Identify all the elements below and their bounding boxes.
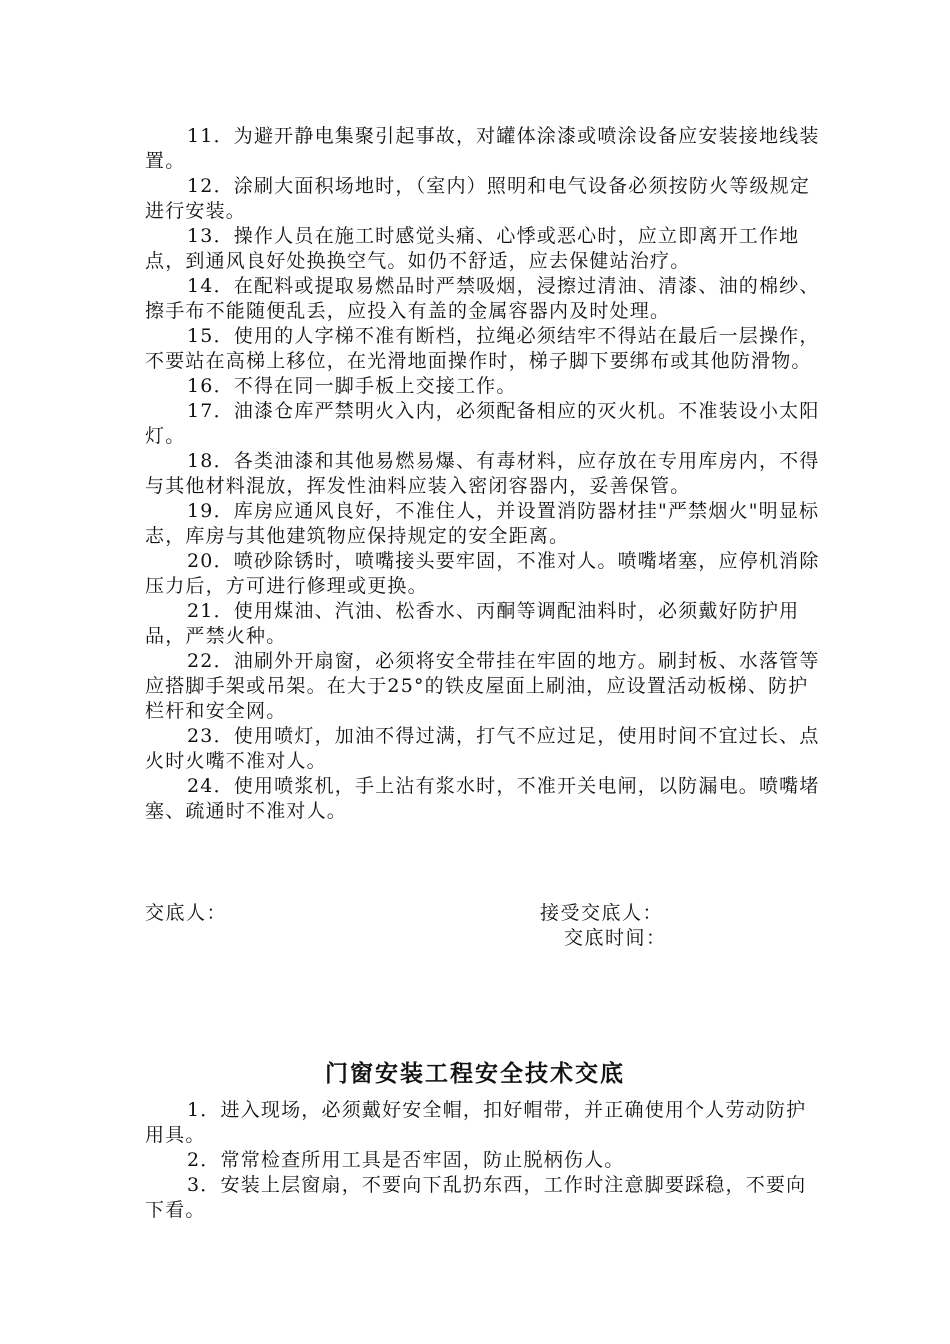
install-item-1: 1．进入现场，必须戴好安全帽，扣好帽带，并正确使用个人劳动防护用具。 (145, 1099, 807, 1146)
safety-item-12: 12．涂刷大面积场地时，（室内）照明和电气设备必须按防火等级规定进行安装。 (145, 175, 811, 222)
install-item-3: 3．安装上层窗扇，不要向下乱扔东西，工作时注意脚要踩稳，不要向下看。 (145, 1174, 807, 1221)
receiver-label: 接受交底人： (540, 902, 664, 924)
handover-person-label: 交底人： (145, 902, 228, 924)
handover-time-label: 交底时间： (564, 927, 667, 949)
safety-item-23: 23．使用喷灯，加油不得过满，打气不应过足，使用时间不宜过长、点火时火嘴不准对人。 (145, 725, 820, 772)
safety-item-14: 14．在配料或提取易燃品时严禁吸烟，浸擦过清油、清漆、油的棉纱、擦手布不能随便乱丢，应投入有盖的金属容器内及时处理。 (145, 275, 820, 322)
install-item-2: 2．常常检查所用工具是否牢固，防止脱柄伤人。 (187, 1149, 625, 1171)
safety-item-18: 18．各类油漆和其他易燃易爆、有毒材料，应存放在专用库房内，不得与其他材料混放，挥发性油料应装入密闭容器内，妥善保管。 (145, 450, 820, 497)
safety-item-22: 22．油刷外开扇窗，必须将安全带挂在牢固的地方。刷封板、水落管等应搭脚手架或吊架。在大于25°的铁皮屋面上刷油，应设置活动板梯、防护栏杆和安全网。 (145, 650, 820, 722)
painting-safety-items (145, 124, 825, 824)
section-title: 门窗安装工程安全技术交底 (325, 1060, 625, 1087)
safety-item-15: 15．使用的人字梯不准有断档，拉绳必须结牢不得站在最后一层操作，不要站在高梯上移位，在光滑地面操作时，梯子脚下要绑布或其他防滑物。 (145, 325, 820, 372)
safety-item-17: 17．油漆仓库严禁明火入内，必须配备相应的灭火机。不准装设小太阳灯。 (145, 400, 820, 447)
safety-item-16: 16．不得在同一脚手板上交接工作。 (187, 375, 517, 397)
safety-item-19: 19．库房应通风良好，不准住人，并设置消防器材挂"严禁烟火"明显标志，库房与其他建筑物应保持规定的安全距离。 (145, 500, 820, 547)
safety-item-13: 13．操作人员在施工时感觉头痛、心悸或恶心时，应立即离开工作地点，到通风良好处换换空气。如仍不舒适，应去保健站治疗。 (145, 225, 800, 272)
safety-item-11: 11．为避开静电集聚引起事故，对罐体涂漆或喷涂设备应安装接地线装置。 (145, 125, 820, 172)
safety-item-24: 24．使用喷浆机，手上沾有浆水时，不准开关电闸，以防漏电。喷嘴堵塞、疏通时不准对人。 (145, 775, 820, 822)
safety-item-20: 20．喷砂除锈时，喷嘴接头要牢固，不准对人。喷嘴堵塞，应停机消除压力后，方可进行修理或更换。 (145, 550, 820, 597)
safety-item-21: 21．使用煤油、汽油、松香水、丙酮等调配油料时，必须戴好防护用品，严禁火种。 (145, 600, 800, 647)
window-install-items (145, 1098, 825, 1223)
